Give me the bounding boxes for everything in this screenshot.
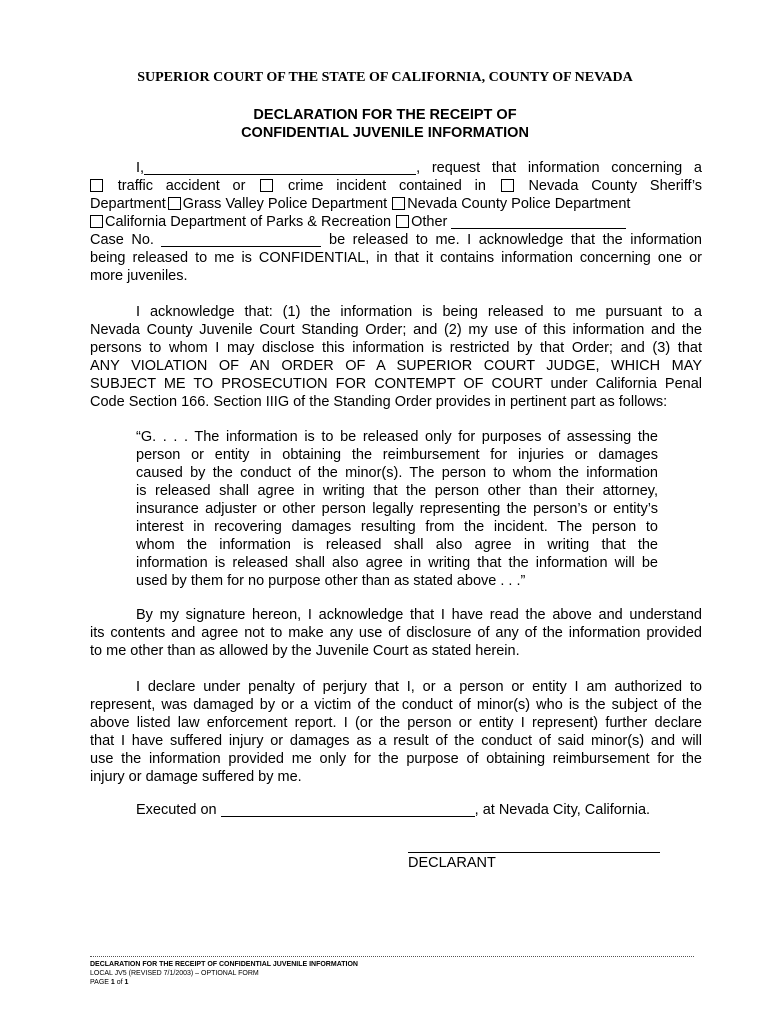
acknowledgment-paragraph [90,303,702,411]
other-checkbox[interactable] [396,215,409,228]
signature-acknowledgment-paragraph [90,606,702,660]
perjury-line-4: that I have suffered injury or damages as a result of the conduct of said minor(s) and will [90,733,702,749]
perjury-line-5: use the information provided me only for the purpose of obtaining reimbursement for the [90,751,702,767]
quote-line-9: used by them for no purpose other than as stated above . . .” [136,573,526,589]
request-prefix: I, [136,160,145,176]
execution-line [136,802,650,818]
declarant-label: DECLARANT [408,855,496,871]
request-line-5-suffix: be released to me. I acknowledge that the information [329,232,702,248]
other-label: Other [411,214,448,230]
parks-label: California Department of Parks & Recreation [105,214,392,230]
sig-ack-line-3: to me other than as allowed by the Juvenile Court as stated herein. [90,643,520,659]
footer-page-total: 1 [124,979,129,986]
quote-line-2: person or entity in obtaining the reimbursement for injuries or damages [136,447,658,463]
declarant-signature-line[interactable] [408,852,660,853]
footer-title: DECLARATION FOR THE RECEIPT OF CONFIDENTIAL JUVENILE INFORMATION [90,961,358,968]
nevada-police-label: Nevada County Police Department [407,196,631,212]
sig-ack-line-2: its contents and agree not to make any use of disclosure of any of the information provided [90,625,702,641]
ack-line-5: SUBJECT ME TO PROSECUTION FOR CONTEMPT OF COURT under California Penal [90,376,702,392]
request-paragraph [90,159,702,285]
quote-line-8: information is released shall also agree in writing that the information will be [136,555,658,571]
quote-line-1: “G. . . . The information is to be released only for purposes of assessing the [136,429,658,445]
case-number-field[interactable] [161,232,321,247]
request-line-1 [90,159,702,177]
perjury-line-2: represent, was damaged by or a victim of the conduct of minor(s) who is the subject of the [90,697,702,713]
footer-page-number [90,978,358,987]
ack-line-2: Nevada County Juvenile Court Standing Order; and (2) my use of this information and the [90,322,702,338]
ack-line-1: I acknowledge that: (1) the information is being released to me pursuant to a [136,304,702,320]
footer-page-of: of [116,979,123,986]
traffic-accident-label: traffic accident or [117,178,246,194]
request-line-2 [90,177,702,195]
crime-incident-checkbox[interactable] [260,179,273,192]
quote-line-4: is released shall agree in writing that the person other than their attorney, [136,483,658,499]
footer-divider [90,956,694,957]
nevada-sheriff-checkbox[interactable] [501,179,514,192]
nevada-sheriff-label: Nevada County Sheriff’s [528,178,703,194]
standing-order-quote [136,428,658,590]
request-line-3 [90,195,702,213]
request-line-5 [90,231,702,249]
document-title [0,106,770,142]
footer-page-prefix: PAGE [90,979,109,986]
request-line-4 [90,213,702,231]
ack-line-6: Code Section 166. Section IIIG of the Standing Order provides in pertinent part as follows: [90,394,668,410]
parks-checkbox[interactable] [90,215,103,228]
execution-date-field[interactable] [221,802,475,817]
quote-line-6: interest in recovering damages resulting from the incident. The person to [136,519,658,535]
requester-name-field[interactable] [144,160,416,175]
executed-on-label: Executed on [136,802,217,818]
perjury-line-3: above listed law enforcement report. I (or the person or entity I represent) further declare [90,715,702,731]
crime-incident-label: crime incident contained in [287,178,486,194]
grass-valley-label: Grass Valley Police Department [182,196,388,212]
quote-line-7: whom the information is released shall also agree in writing that the [136,537,658,553]
grass-valley-checkbox[interactable] [168,197,181,210]
title-line-2: CONFIDENTIAL JUVENILE INFORMATION [241,125,529,141]
footer-form-id: LOCAL JV5 (REVISED 7/1/2003) – OPTIONAL FORM [90,970,259,977]
quote-line-5: insurance adjuster or other person legally representing the person’s or entity’s [136,501,658,517]
ack-line-4: ANY VIOLATION OF AN ORDER OF A SUPERIOR COURT JUDGE, WHICH MAY [90,358,702,374]
request-suffix: , request that information concerning a [416,160,702,176]
title-line-1: DECLARATION FOR THE RECEIPT OF [253,107,517,123]
court-heading: SUPERIOR COURT OF THE STATE OF CALIFORNIA, COUNTY OF NEVADA [137,70,633,85]
traffic-accident-checkbox[interactable] [90,179,103,192]
request-line-6: being released to me is CONFIDENTIAL, in that it contains information concerning one or [90,250,702,266]
perjury-line-1: I declare under penalty of perjury that I, or a person or entity I am authorized to [136,679,702,695]
case-no-label: Case No. [90,232,154,248]
sig-ack-line-1: By my signature hereon, I acknowledge that I have read the above and understand [136,607,702,623]
quote-line-3: caused by the conduct of the minor(s). The person to whom the information [136,465,658,481]
execution-location: , at Nevada City, California. [474,802,651,818]
ack-line-3: persons to whom I may disclose this information is restricted by that Order; and (3) that [90,340,702,356]
footer-page-current: 1 [110,979,115,986]
nevada-police-checkbox[interactable] [392,197,405,210]
other-agency-field[interactable] [451,214,626,229]
perjury-declaration-paragraph [90,678,702,786]
page-footer [90,960,358,987]
department-label: Department [90,196,166,212]
request-line-7: more juveniles. [90,268,188,284]
perjury-line-6: injury or damage suffered by me. [90,769,302,785]
